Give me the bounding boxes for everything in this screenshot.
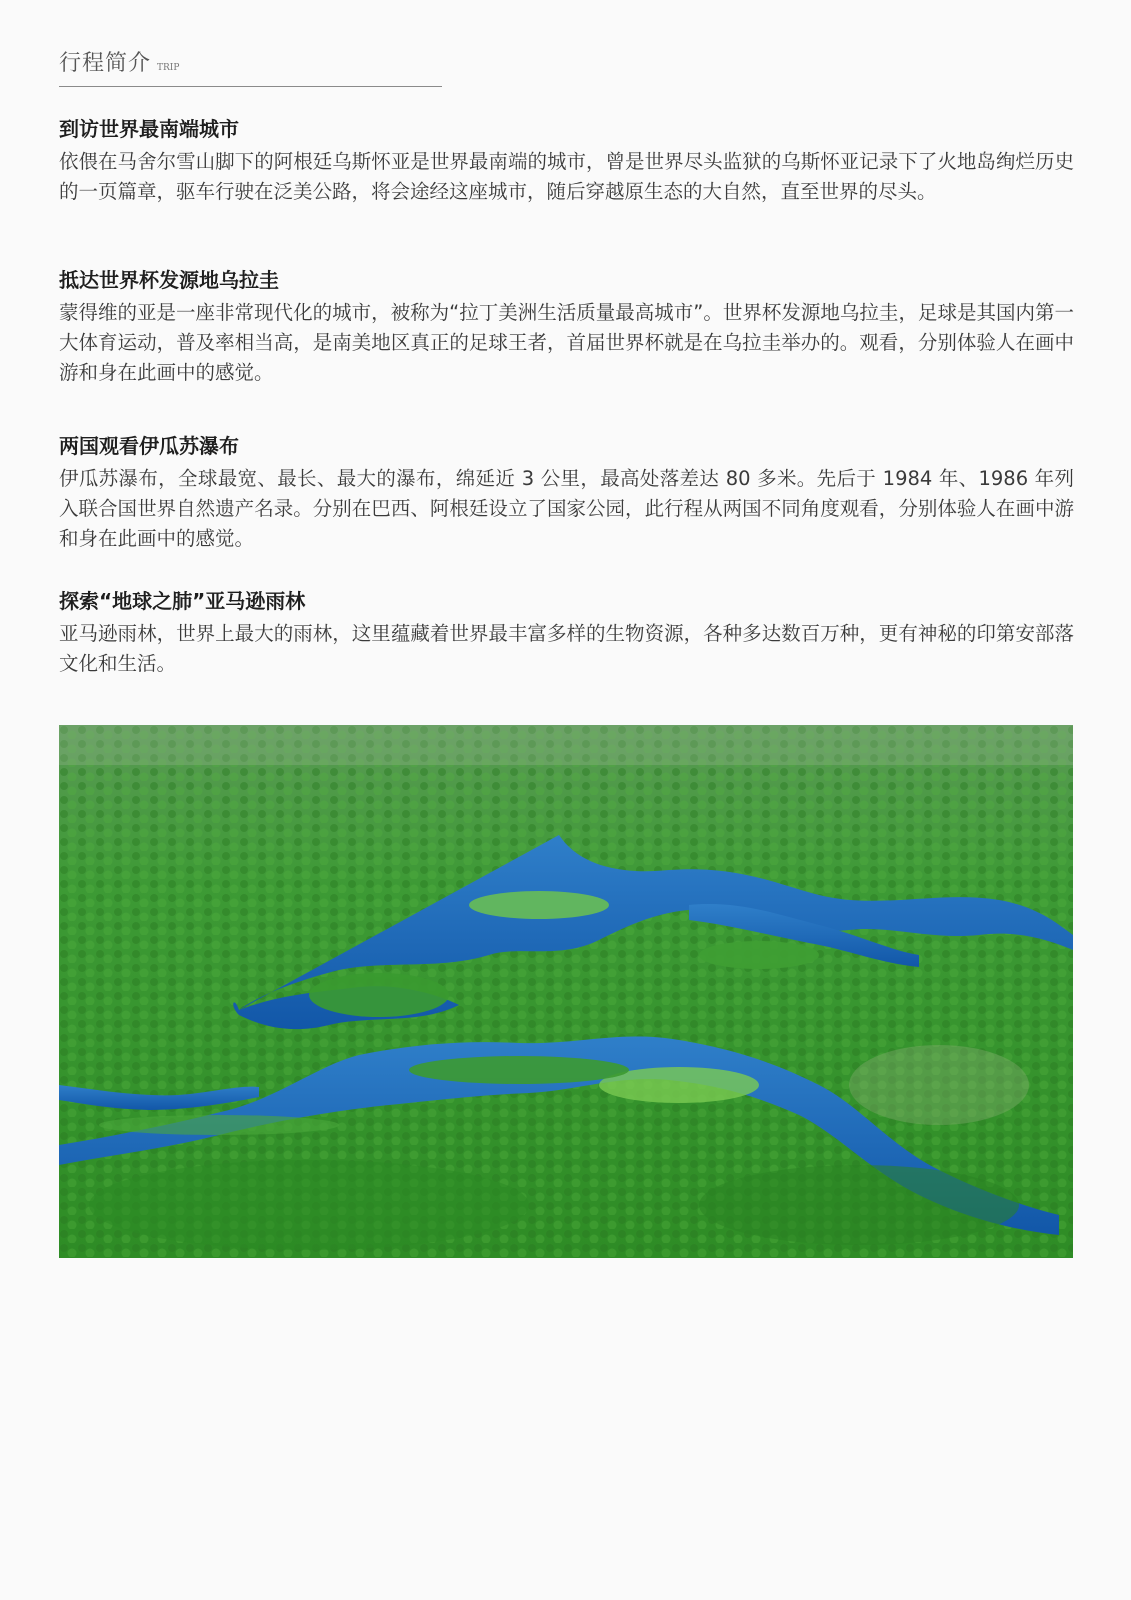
section-title: 两国观看伊瓜苏瀑布 [59,434,239,458]
section-title: 到访世界最南端城市 [59,117,239,141]
section-southernmost-city [59,115,1074,207]
section-title: 抵达世界杯发源地乌拉圭 [59,268,279,292]
section-amazon [59,587,1074,679]
section-title: 探索“地球之肺”亚马逊雨林 [59,589,306,613]
section-iguazu-falls [59,432,1074,554]
section-body: 亚马逊雨林，世界上最大的雨林，这里蕴藏着世界最丰富多样的生物资源，各种多达数百万种，更有神秘的印第安部落文化和生活。 [59,622,1074,675]
section-body: 依偎在马舍尔雪山脚下的阿根廷乌斯怀亚是世界最南端的城市，曾是世界尽头监狱的乌斯怀亚记录下了火地岛绚烂历史的一页篇章，驱车行驶在泛美公路，将会途经这座城市，随后穿越原生态的大自然，直至世界的尽头。 [59,150,1074,203]
amazon-river-illustration [59,725,1073,1258]
section-body: 蒙得维的亚是一座非常现代化的城市，被称为“拉丁美洲生活质量最高城市”。世界杯发源地乌拉圭，足球是其国内第一大体育运动，普及率相当高，是南美地区真正的足球王者，首届世界杯就是在乌拉圭举办的。观看，分别体验人在画中游和身在此画中的感觉。 [59,301,1074,384]
page-header [59,46,442,87]
section-body: 伊瓜苏瀑布，全球最宽、最长、最大的瀑布，绵延近 3 公里，最高处落差达 80 多米。先后于 1984 年、1986 年列入联合国世界自然遗产名录。分别在巴西、阿根廷设立了国家公园，此行程从两国不同角度观看，分别体验人在画中游和身在此画中的感觉。 [59,467,1074,550]
page-subtitle: TRIP [157,63,180,73]
amazon-river-photo [59,725,1073,1258]
section-uruguay [59,266,1074,388]
page-title: 行程简介 [59,51,152,76]
